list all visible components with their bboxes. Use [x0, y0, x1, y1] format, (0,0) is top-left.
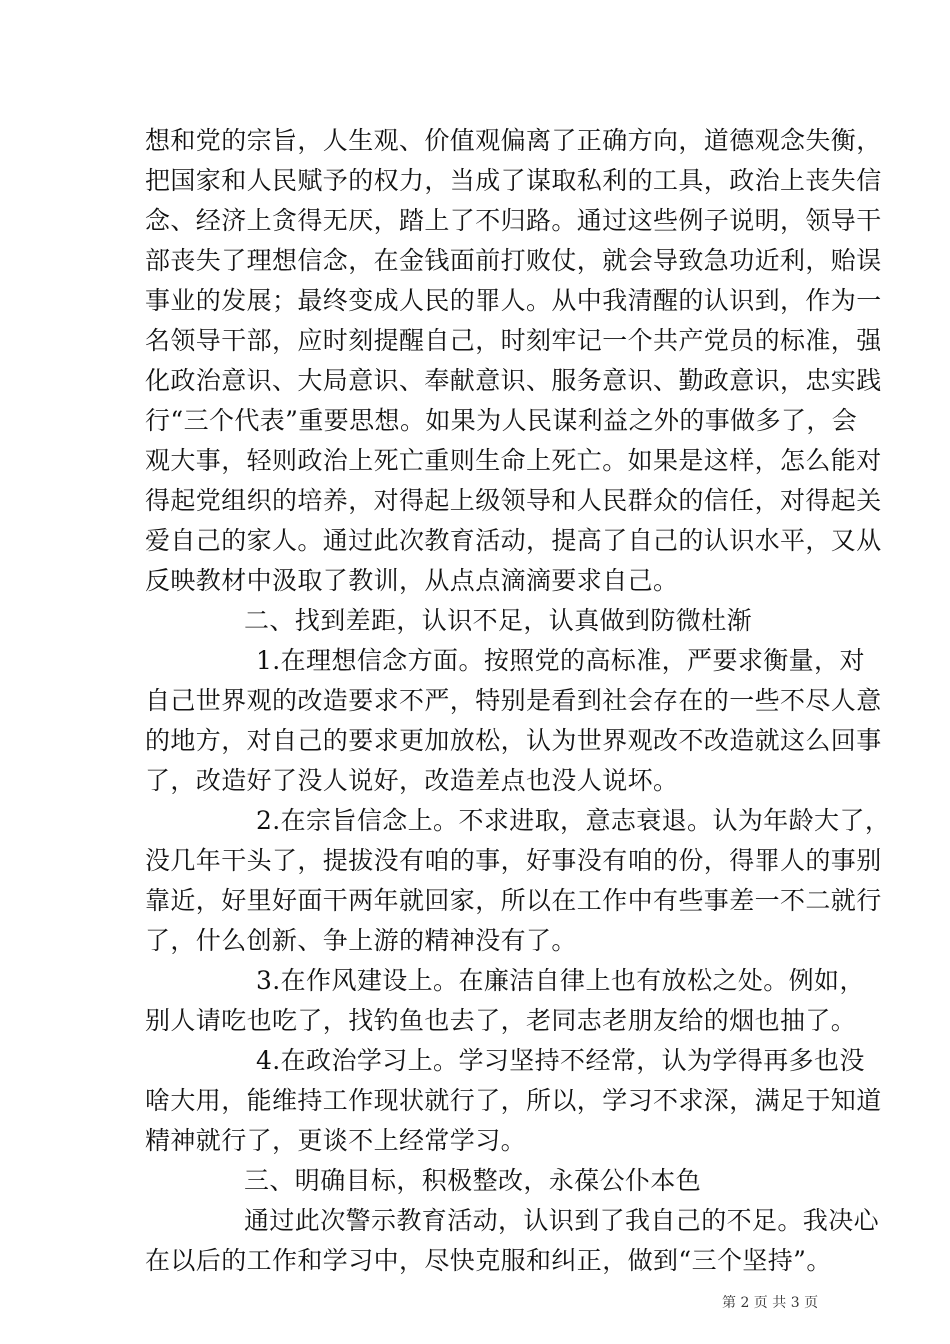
paragraph-line: 把国家和人民赋予的权力，当成了谋取私利的工具，政治上丧失信 [145, 166, 882, 195]
paragraph-line: 啥大用，能维持工作现状就行了，所以，学习不求深，满足于知道 [145, 1086, 882, 1115]
paragraph-line: 观大事，轻则政治上死亡重则生命上死亡。如果是这样，怎么能对 [145, 446, 882, 475]
paragraph-line: 1.在理想信念方面。按照党的高标准，严要求衡量，对 [256, 646, 865, 675]
paragraph-line: 了，改造好了没人说好，改造差点也没人说坏。 [145, 766, 679, 795]
paragraph-line: 的地方，对自己的要求更加放松，认为世界观改不改造就这么回事 [145, 726, 882, 755]
paragraph-line: 得起党组织的培养，对得起上级领导和人民群众的信任，对得起关 [145, 486, 882, 515]
paragraph-line: 在以后的工作和学习中，尽快克服和纠正，做到“三个坚持”。 [145, 1246, 832, 1275]
paragraph-line: 反映教材中汲取了教训，从点点滴滴要求自己。 [145, 566, 679, 595]
page-footer: 第 2 页 共 3 页 [722, 1295, 819, 1311]
paragraph-line: 没几年干头了，提拔没有咱的事，好事没有咱的份，得罪人的事别 [145, 846, 882, 875]
paragraph-line: 部丧失了理想信念，在金钱面前打败仗，就会导致急功近利，贻误 [145, 246, 882, 275]
paragraph-line: 3.在作风建设上。在廉洁自律上也有放松之处。例如， [256, 966, 865, 995]
paragraph-line: 事业的发展；最终变成人民的罪人。从中我清醒的认识到，作为一 [145, 286, 882, 315]
paragraph-line: 了，什么创新、争上游的精神没有了。 [145, 926, 577, 955]
section-heading: 二、找到差距，认识不足，认真做到防微杜渐 [244, 606, 753, 635]
paragraph-line: 自己世界观的改造要求不严，特别是看到社会存在的一些不尽人意 [145, 686, 882, 715]
paragraph-line: 2.在宗旨信念上。不求进取，意志衰退。认为年龄大了， [256, 806, 891, 835]
paragraph-line: 爱自己的家人。通过此次教育活动，提高了自己的认识水平，又从 [145, 526, 882, 555]
paragraph-line: 行“三个代表”重要思想。如果为人民谋利益之外的事做多了，会 [145, 406, 858, 435]
paragraph-line: 名领导干部，应时刻提醒自己，时刻牢记一个共产党员的标准，强 [145, 326, 882, 355]
paragraph-line: 别人请吃也吃了，找钓鱼也去了，老同志老朋友给的烟也抽了。 [145, 1006, 857, 1035]
paragraph-line: 念、经济上贪得无厌，踏上了不归路。通过这些例子说明，领导干 [145, 206, 882, 235]
paragraph-line: 想和党的宗旨，人生观、价值观偏离了正确方向，道德观念失衡， [145, 126, 882, 155]
paragraph-line: 通过此次警示教育活动，认识到了我自己的不足。我决心 [244, 1206, 880, 1235]
paragraph-line: 靠近，好里好面干两年就回家，所以在工作中有些事差一不二就行 [145, 886, 882, 915]
paragraph-line: 化政治意识、大局意识、奉献意识、服务意识、勤政意识，忠实践 [145, 366, 882, 395]
paragraph-line: 精神就行了，更谈不上经常学习。 [145, 1126, 527, 1155]
paragraph-line: 4.在政治学习上。学习坚持不经常，认为学得再多也没 [256, 1046, 865, 1075]
section-heading: 三、明确目标，积极整改，永葆公仆本色 [244, 1166, 702, 1195]
